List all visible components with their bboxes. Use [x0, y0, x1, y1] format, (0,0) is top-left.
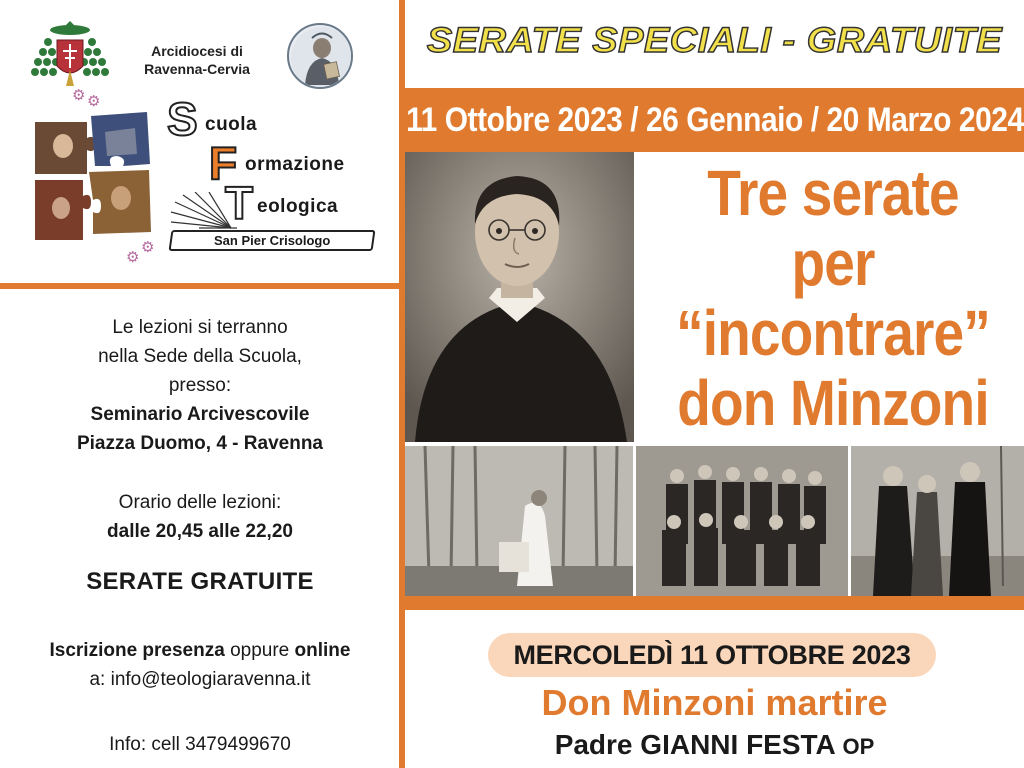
first-event-date: MERCOLEDÌ 11 OTTOBRE 2023: [488, 633, 936, 677]
logo-letter-t: T: [225, 177, 254, 229]
diocese-crest-icon: [30, 18, 110, 90]
dates-band: [405, 88, 1024, 152]
first-event-title: Don Minzoni martire: [541, 682, 888, 723]
registration-or: oppure: [224, 640, 295, 661]
free-evenings-label: SERATE GRATUITE: [86, 568, 314, 595]
location-intro: [10, 313, 390, 458]
schedule-block: [10, 488, 390, 546]
registration-presence: Iscrizione presenza: [49, 640, 225, 661]
photo-priests-outdoors: [851, 446, 1024, 596]
registration-email: a: info@teologiaravenna.it: [89, 669, 311, 690]
registration-line: [10, 636, 390, 665]
left-horizontal-divider: [0, 283, 399, 289]
gear-icon: ⚙: [126, 249, 140, 266]
event-headline: [648, 158, 1018, 438]
gear-icon: ⚙: [72, 87, 86, 104]
headline-line-3: “incontrare”: [676, 297, 990, 369]
logo-letter-s: S: [167, 93, 198, 145]
special-evenings-title: SERATE SPECIALI - GRATUITE: [426, 21, 1003, 61]
saint-portrait-icon: [289, 25, 353, 89]
priest-portrait-icon: [405, 152, 634, 442]
logo-letter-f: F: [209, 137, 238, 189]
venue-name: Seminario Arcivescovile: [90, 404, 310, 425]
saint-portrait-medallion: [287, 23, 353, 89]
registration-block: [10, 636, 390, 694]
registration-online: online: [294, 640, 351, 661]
headline-line-1: Tre serate: [707, 157, 959, 229]
logo-word-formazione: ormazione: [245, 154, 345, 175]
priests-photo-icon: [851, 446, 1024, 596]
orange-separator-band: [405, 596, 1024, 610]
schedule-time: dalle 20,45 alle 22,20: [107, 521, 293, 542]
location-intro-line: nella Sede della Scuola,: [98, 346, 302, 367]
contact-info: Info: cell 3479499670: [109, 734, 291, 755]
don-minzoni-portrait: [405, 152, 634, 442]
headline-line-4: don Minzoni: [677, 367, 989, 439]
speaker-name: Padre GIANNI FESTA: [554, 729, 835, 760]
diocese-name: [122, 42, 272, 78]
logo-word-scuola: cuola: [205, 114, 258, 135]
logo-word-teologica: eologica: [257, 196, 339, 217]
diocese-line-1: Arcidiocesi di: [151, 43, 243, 59]
historical-photos: [405, 446, 1024, 596]
location-intro-line: presso:: [168, 375, 232, 396]
puzzle-icon: [35, 108, 153, 248]
photo-group: [636, 446, 848, 596]
location-intro-line: Le lezioni si terranno: [112, 317, 288, 338]
speaker: [405, 728, 1024, 764]
schedule-label: Orario delle lezioni:: [118, 492, 282, 513]
gear-icon: ⚙: [141, 239, 155, 256]
school-subtitle-box: [169, 230, 376, 251]
forest-mass-photo-icon: [405, 446, 633, 596]
headline-line-2: per: [791, 227, 875, 299]
speaker-order: OP: [842, 734, 875, 759]
open-book-icon: [169, 192, 239, 232]
diocese-line-2: Ravenna-Cervia: [144, 61, 250, 77]
school-logo: [165, 92, 380, 257]
school-subtitle: San Pier Crisologo: [213, 233, 331, 248]
puzzle-artwork: [35, 108, 153, 248]
group-photo-icon: [636, 446, 848, 596]
gear-icon: ⚙: [87, 93, 101, 110]
event-dates: 11 Ottobre 2023 / 26 Gennaio / 20 Marzo 2024: [405, 100, 1024, 139]
photo-forest-mass: [405, 446, 633, 596]
venue-address: Piazza Duomo, 4 - Ravenna: [76, 433, 323, 454]
